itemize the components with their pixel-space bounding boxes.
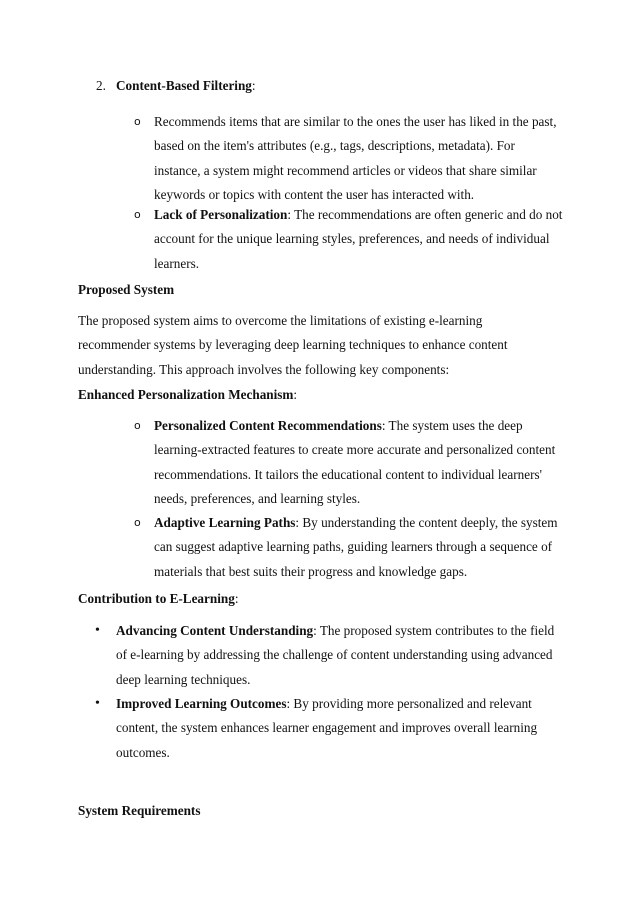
sub-item-title: Lack of Personalization <box>154 207 288 222</box>
circle-bullet-icon: o <box>134 208 141 221</box>
bullet-item-title: Advancing Content Understanding <box>116 623 314 638</box>
section-heading-text: Contribution to E-Learning <box>78 591 235 606</box>
section-heading <box>78 278 558 302</box>
sub-item-text: Recommends items that are similar to the ones the user has liked in the past, based on the item's attributes (e.g., tags, descriptions, metadata). For instance, a system might recommend articles or videos that share similar keywords or topics with content the user has interacted with. <box>154 114 557 202</box>
section-heading <box>78 799 558 823</box>
sub-item-text: : The system uses the deep learning-extracted features to create more accurate and personalized content recommendations. It tailors the educational content to individual learners' needs, preferences, and learning styles. <box>154 418 556 506</box>
bullet-icon: • <box>95 623 100 638</box>
sub-item-title: Personalized Content Recommendations <box>154 418 382 433</box>
section-heading <box>78 383 558 407</box>
sub-item-title: Adaptive Learning Paths <box>154 515 296 530</box>
section-heading-text: Enhanced Personalization Mechanism <box>78 387 294 402</box>
bullet-item-text: : The proposed system contributes to the field of e-learning by addressing the challenge of content understanding using advanced deep learning techniques. <box>116 623 555 687</box>
heading-suffix: : <box>251 78 256 93</box>
sub-list-item <box>154 110 564 207</box>
sub-item-text: : The recommendations are often generic and do not account for the unique learning styles, preferences, and needs of individual learners. <box>154 207 563 271</box>
sub-item-text: : By understanding the content deeply, the system can suggest adaptive learning paths, guiding learners through a sequence of materials that best suits their progress and knowledge gaps. <box>154 515 558 579</box>
body-paragraph: The proposed system aims to overcome the limitations of existing e-learning recommender systems by leveraging deep learning techniques to enhance content understanding. This approach involves the following key components: <box>78 313 508 377</box>
bullet-icon: • <box>95 696 100 711</box>
circle-bullet-icon: o <box>134 115 141 128</box>
circle-bullet-icon: o <box>134 419 141 432</box>
heading-suffix: : <box>234 591 239 606</box>
circle-bullet-icon: o <box>134 516 141 529</box>
list-number: 2. <box>96 78 106 93</box>
bullet-item-text: : By providing more personalized and relevant content, the system enhances learner engagement and improves overall learning outcomes. <box>116 696 538 760</box>
section-heading <box>78 587 558 611</box>
bullet-item-title: Improved Learning Outcomes <box>116 696 287 711</box>
sub-list-item <box>154 414 564 511</box>
sub-list-item <box>154 203 564 276</box>
bullet-list-item <box>116 692 564 765</box>
list-item-heading <box>116 74 576 98</box>
heading-suffix: : <box>293 387 298 402</box>
sub-list-item <box>154 511 564 584</box>
section-heading-text: Proposed System <box>78 282 175 297</box>
section-heading-text: System Requirements <box>78 803 201 818</box>
list-item-title: Content-Based Filtering <box>116 78 252 93</box>
bullet-list-item <box>116 619 564 692</box>
